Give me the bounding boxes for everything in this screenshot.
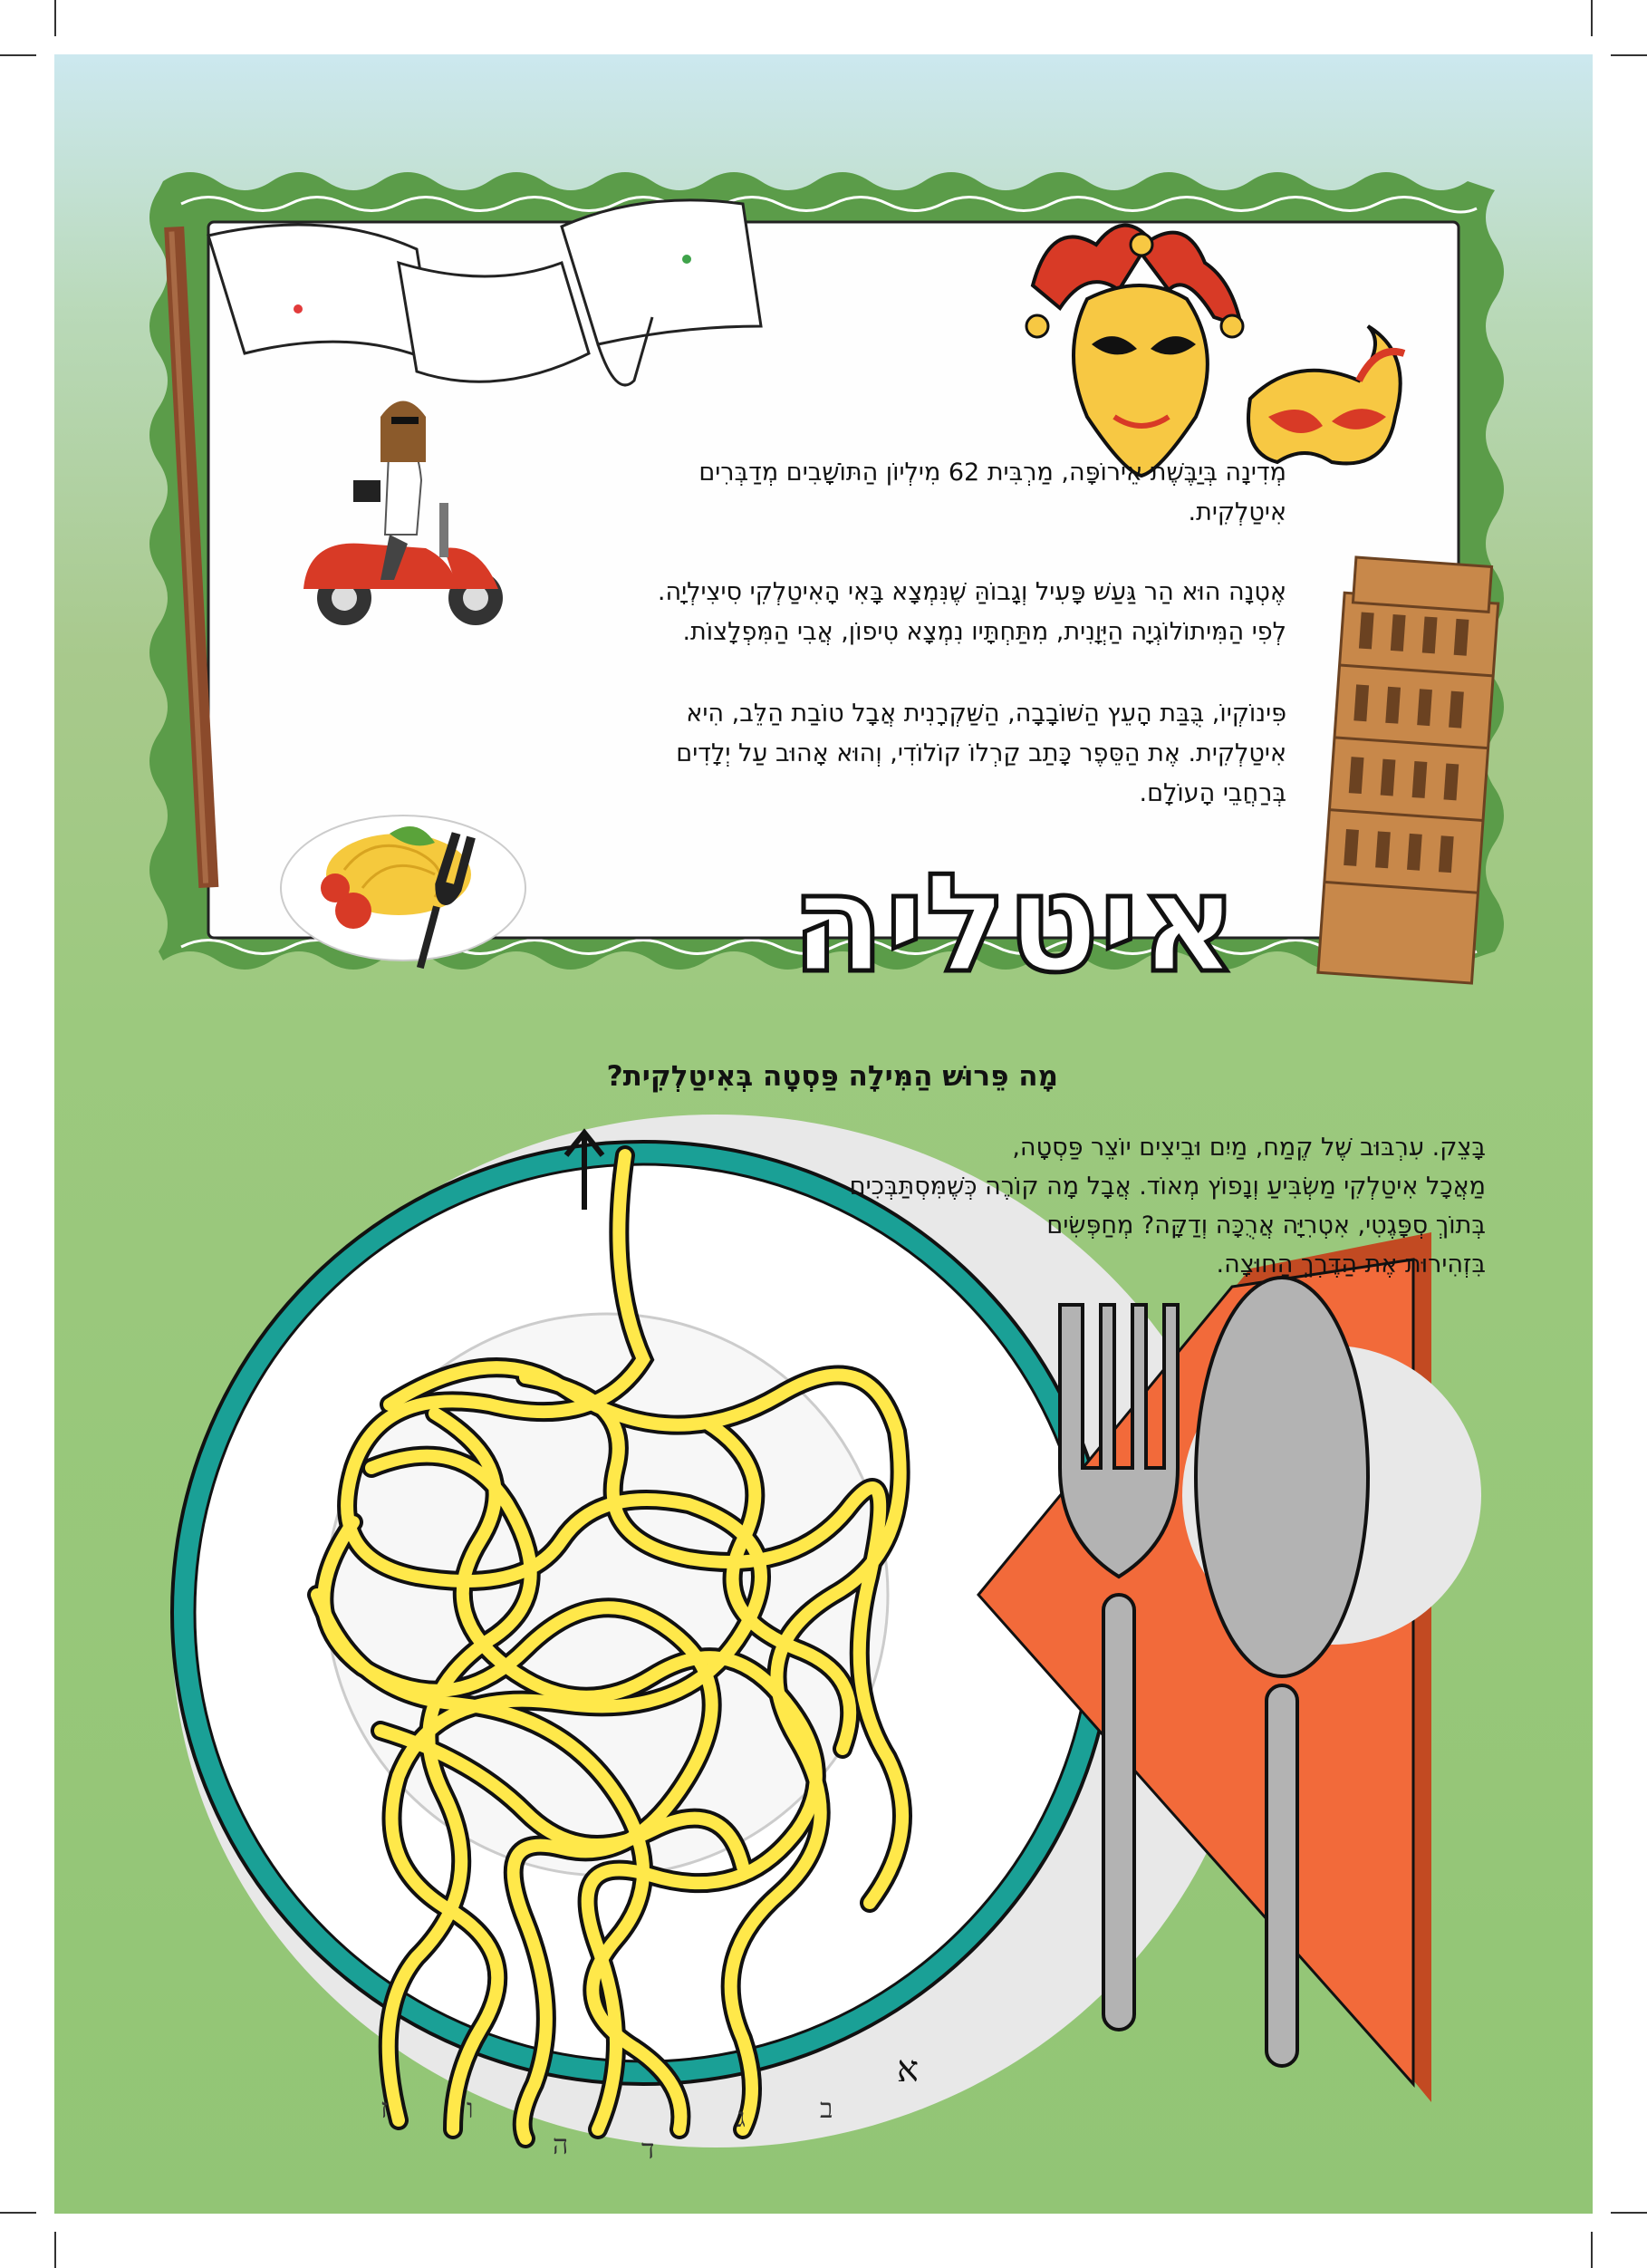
country-title: איטליה bbox=[791, 845, 1238, 1003]
info-line: אִיטַלְקִית. אֶת הַסֵּפֶר כָּתַב קַרְלוֹ קוֹלוֹדִי, וְהוּא אָהוּב עַל יְלָדִים bbox=[676, 739, 1286, 767]
crop-mark bbox=[1611, 54, 1647, 56]
leaning-tower-icon bbox=[1318, 556, 1501, 983]
instruction-line: מַאֲכָל אִיטַלְקִי מַשְׂבִּיעַ וְנָפוֹץ מְאוֹד. אֲבָל מָה קוֹרֶה כְּשֶׁמִּסְתַּבְּכִים bbox=[849, 1173, 1486, 1201]
maze-letter-vav[interactable]: ו bbox=[467, 2093, 474, 2125]
maze-letter-dalet[interactable]: ד bbox=[641, 2134, 655, 2166]
crop-mark bbox=[1611, 2212, 1647, 2214]
crop-mark bbox=[54, 2232, 56, 2268]
crop-mark bbox=[1591, 0, 1593, 36]
crop-mark bbox=[0, 54, 36, 56]
maze-letter-bet[interactable]: ב bbox=[820, 2093, 833, 2125]
info-line: אֶטְנָה הוּא הַר גַּעַשׁ פָּעִיל וְגָבוֹהַּ שֶׁנִּמְצָא בָּאִי הָאִיטַלְקִי סִיצִילְיָה. bbox=[657, 578, 1286, 606]
info-line: בְּרַחֲבֵי הָעוֹלָם. bbox=[1139, 779, 1286, 807]
maze-letter-gimel[interactable]: ג bbox=[737, 2102, 746, 2134]
maze-letter-zayin[interactable]: ז bbox=[380, 2093, 389, 2125]
maze-letter-he[interactable]: ה bbox=[553, 2129, 569, 2161]
info-line: לְפִי הַמִּיתוֹלוֹגְיָה הַיְּוָנִית, מִתַּחְתָּיו נִמְצָא טִיפוֹן, אֲבִי הַמִּפְלָצוֹת. bbox=[682, 618, 1286, 646]
instruction-line: בִּזְהִירוּת אֶת הַדֶּרֶךְ הַחוּצָה. bbox=[1216, 1250, 1486, 1279]
crop-mark bbox=[0, 2212, 36, 2214]
maze-instructions bbox=[670, 1128, 1486, 1284]
worksheet-page bbox=[54, 54, 1593, 2214]
crop-mark bbox=[1591, 2232, 1593, 2268]
info-paragraph-2 bbox=[480, 573, 1286, 652]
maze-letter-alef[interactable]: א bbox=[897, 2049, 920, 2090]
spaghetti-plate-icon bbox=[281, 816, 525, 960]
instruction-line: בָּצֵק. עִרְבּוּב שֶׁל קֶמַח, מַיִם וּבֵיצִים יוֹצֵר פַּסְטָה, bbox=[1012, 1134, 1486, 1162]
info-paragraph-3 bbox=[489, 694, 1286, 814]
info-line: מְדִינָה בְּיַבֶּשֶׁת אֵירוֹפָּה, מַרְבִּית 62 מִילְיוֹן הַתּוֹשָׁבִים מְדַבְּרִים bbox=[698, 458, 1286, 487]
info-line: אִיטַלְקִית. bbox=[1188, 498, 1286, 526]
info-paragraph-1 bbox=[489, 453, 1286, 533]
instruction-line: בְּתוֹךְ סְפָּגֶטִי, אִטְרִיָּה אֲרֻכָּה וְדַקָּה? מְחַפְּשִׂים bbox=[1046, 1211, 1486, 1240]
crop-mark bbox=[54, 0, 56, 36]
info-line: פִּינוֹקְיוֹ, בֻּבַּת הָעֵץ הַשּׁוֹבָבָה, הַשַּׁקְרָנִית אֲבָל טוֹבַת הַלֵּב, הִיא bbox=[686, 700, 1286, 728]
maze-question: מָה פֵּרוּשׁ הַמִּילָה פַּסְטָה בְּאִיטַלְקִית? bbox=[606, 1060, 1058, 1093]
